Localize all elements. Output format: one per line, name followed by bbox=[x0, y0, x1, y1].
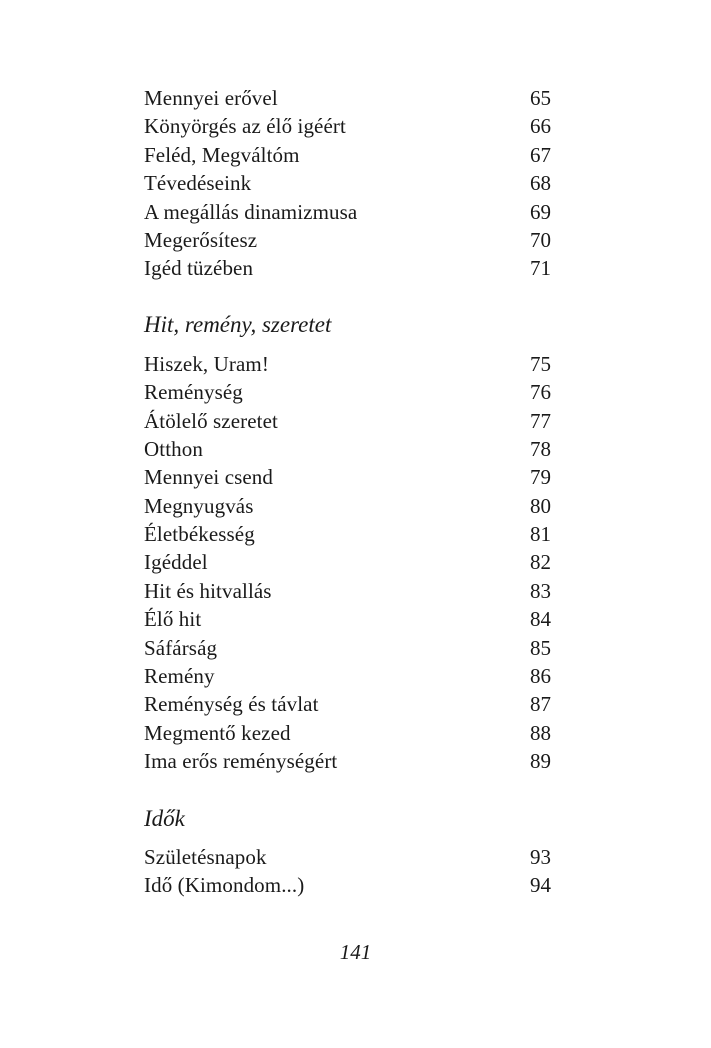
toc-entry-title: Reménység és távlat bbox=[144, 692, 319, 717]
toc-entry-title: Igéddel bbox=[144, 550, 208, 575]
toc-entry bbox=[144, 520, 551, 548]
toc-entry bbox=[144, 634, 551, 662]
toc-entry-title: Mennyei csend bbox=[144, 465, 274, 490]
toc-entry-title: Hiszek, Uram! bbox=[144, 351, 269, 376]
toc-entry bbox=[144, 463, 551, 491]
toc-entry-page: 93 bbox=[530, 844, 551, 869]
toc-entry-title: Tévedéseink bbox=[144, 171, 252, 196]
toc-entry-title: Átölelő szeretet bbox=[144, 408, 278, 433]
toc-entry bbox=[144, 198, 551, 226]
toc-entry-page: 88 bbox=[530, 720, 551, 745]
toc-entry-page: 67 bbox=[530, 142, 551, 167]
section-heading: Idők bbox=[144, 805, 185, 831]
toc-entry bbox=[144, 84, 551, 112]
toc-entry bbox=[144, 407, 551, 435]
toc-entry-page: 77 bbox=[530, 408, 551, 433]
toc-section-hit-remeny-szeretet bbox=[144, 350, 551, 776]
toc-entry-title: Megmentő kezed bbox=[144, 720, 291, 745]
toc-entry-title: Idő (Kimondom...) bbox=[144, 872, 305, 897]
toc-entry bbox=[144, 871, 551, 899]
toc-entry bbox=[144, 662, 551, 690]
toc-entry-title: Sáfárság bbox=[144, 635, 218, 660]
table-of-contents bbox=[144, 84, 551, 899]
toc-entry bbox=[144, 747, 551, 775]
toc-entry-page: 75 bbox=[530, 351, 551, 376]
toc-entry-title: Igéd tüzében bbox=[144, 256, 254, 281]
toc-entry-page: 68 bbox=[530, 171, 551, 196]
toc-entry-title: Hit és hitvallás bbox=[144, 578, 272, 603]
toc-entry-title: Megerősítesz bbox=[144, 227, 258, 252]
toc-entry-title: Könyörgés az élő igéért bbox=[144, 114, 346, 139]
toc-entry-page: 76 bbox=[530, 380, 551, 405]
section-heading: Hit, remény, szeretet bbox=[144, 311, 332, 337]
toc-entry-page: 80 bbox=[530, 493, 551, 518]
toc-entry-page: 65 bbox=[530, 86, 551, 110]
toc-entry bbox=[144, 141, 551, 169]
toc-entry-title: Megnyugvás bbox=[144, 493, 254, 518]
toc-entry bbox=[144, 254, 551, 282]
toc-entry-title: Mennyei erővel bbox=[144, 86, 278, 110]
page-number: 141 bbox=[339, 940, 372, 964]
toc-entry-title: A megállás dinamizmusa bbox=[144, 199, 358, 224]
toc-entry bbox=[144, 605, 551, 633]
toc-entry-page: 66 bbox=[530, 114, 551, 139]
toc-entry-page: 89 bbox=[530, 749, 551, 774]
toc-entry bbox=[144, 350, 551, 378]
toc-entry-title: Feléd, Megváltóm bbox=[144, 142, 300, 167]
toc-section-continued bbox=[144, 84, 551, 283]
toc-entry bbox=[144, 690, 551, 718]
toc-entry bbox=[144, 843, 551, 871]
toc-entry bbox=[144, 435, 551, 463]
toc-entry bbox=[144, 719, 551, 747]
toc-entry bbox=[144, 169, 551, 197]
toc-entry-page: 79 bbox=[530, 465, 551, 490]
toc-entry bbox=[144, 548, 551, 576]
toc-entry-page: 78 bbox=[530, 436, 551, 461]
toc-entry-page: 70 bbox=[530, 227, 551, 252]
toc-entry-title: Élő hit bbox=[144, 607, 202, 632]
toc-section-idok bbox=[144, 843, 551, 900]
toc-entry-page: 94 bbox=[530, 872, 551, 897]
toc-entry-title: Reménység bbox=[144, 380, 243, 405]
toc-entry-page: 81 bbox=[530, 522, 551, 547]
toc-entry-page: 82 bbox=[530, 550, 551, 575]
toc-entry-title: Remény bbox=[144, 664, 215, 689]
toc-entry bbox=[144, 492, 551, 520]
toc-entry bbox=[144, 226, 551, 254]
toc-entry bbox=[144, 378, 551, 406]
toc-entry bbox=[144, 577, 551, 605]
toc-entry-title: Ima erős reménységért bbox=[144, 749, 338, 774]
toc-entry-page: 83 bbox=[530, 578, 551, 603]
toc-entry-page: 71 bbox=[530, 256, 551, 281]
toc-entry-page: 85 bbox=[530, 635, 551, 660]
toc-entry-page: 84 bbox=[530, 607, 551, 632]
toc-entry bbox=[144, 112, 551, 140]
toc-entry-title: Életbékesség bbox=[144, 522, 255, 547]
toc-entry-page: 86 bbox=[530, 664, 551, 689]
toc-entry-title: Születésnapok bbox=[144, 844, 267, 869]
toc-entry-page: 87 bbox=[530, 692, 551, 717]
toc-entry-title: Otthon bbox=[144, 436, 203, 461]
toc-entry-page: 69 bbox=[530, 199, 551, 224]
